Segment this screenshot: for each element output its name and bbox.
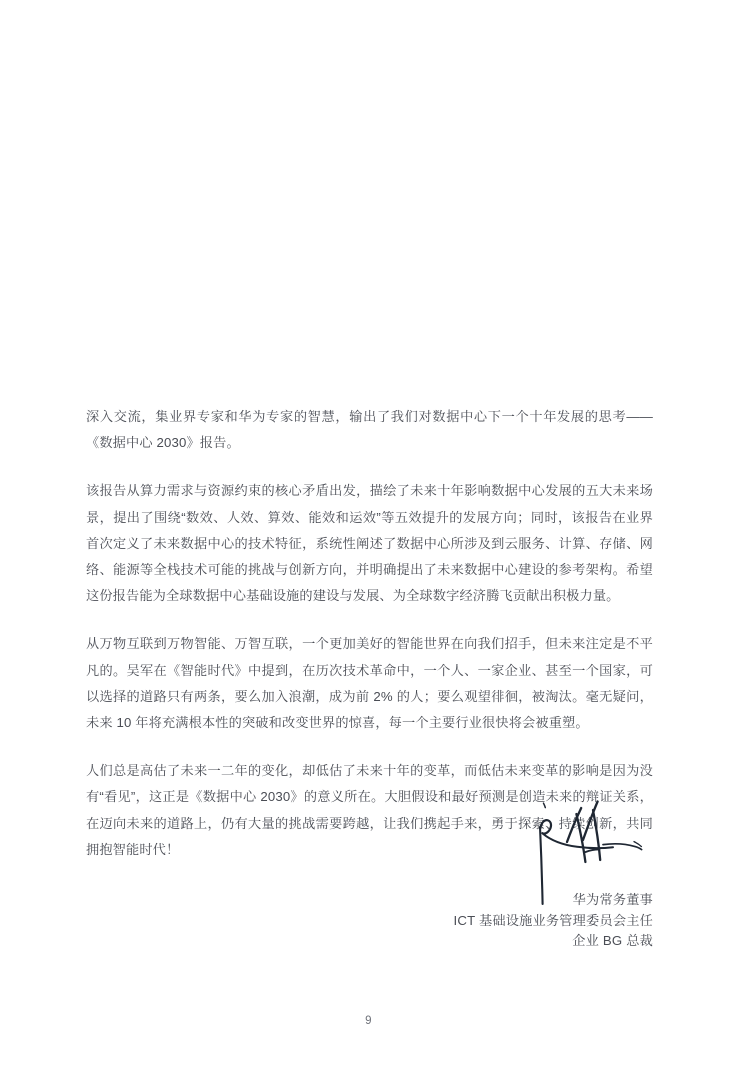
paragraph-3: 从万物互联到万物智能、万智互联，一个更加美好的智能世界在向我们招手，但未来注定是不平凡的。吴军在《智能时代》中提到，在历次技术革命中，一个人、一家企业、甚至一个国家，可以选择的道路只有两条，要么加入浪潮，成为前 2% 的人；要么观望徘徊，被淘汰。毫无疑问，未来 10 年将充满根本性的突破和改变世界的惊喜，每一个主要行业很快将会被重塑。 (86, 636, 653, 731)
signature-title-line-1: 华为常务董事 (572, 892, 653, 907)
signature-title-line-3: 企业 BG 总裁 (572, 933, 653, 948)
paragraph-4: 人们总是高估了未来一二年的变化，却低估了未来十年的变革，而低估未来变革的影响是因为没有“看见”，这正是《数据中心 2030》的意义所在。大胆假设和最好预测是创造未来的辩证关系，在迈向未来的道路上，仍有大量的挑战需要跨越，让我们携起手来，勇于探索、持续创新，共同拥抱智能时代！ (86, 763, 653, 857)
signature-title-line-2: ICT 基础设施业务管理委员会主任 (453, 912, 653, 928)
paragraph-2: 该报告从算力需求与资源约束的核心矛盾出发，描绘了未来十年影响数据中心发展的五大未来场景，提出了围绕“数效、人效、算效、能效和运效”等五效提升的发展方向；同时，该报告在业界首次定义了未来数据中心的技术特征，系统性阐述了数据中心所涉及到云服务、计算、存储、网络、能源等全栈技术可能的挑战与创新方向，并明确提出了未来数据中心建设的参考架构。希望这份报告能为全球数据中心基础设施的建设与发展、为全球数字经济腾飞贡献出积极力量。 (86, 483, 653, 604)
signature-caption (86, 890, 653, 952)
page-number: 9 (365, 1015, 372, 1027)
paragraph-1: 深入交流，集业界专家和华为专家的智慧，输出了我们对数据中心下一个十年发展的思考——《数据中心 2030》报告。 (86, 409, 653, 451)
body-text-block (86, 404, 653, 863)
